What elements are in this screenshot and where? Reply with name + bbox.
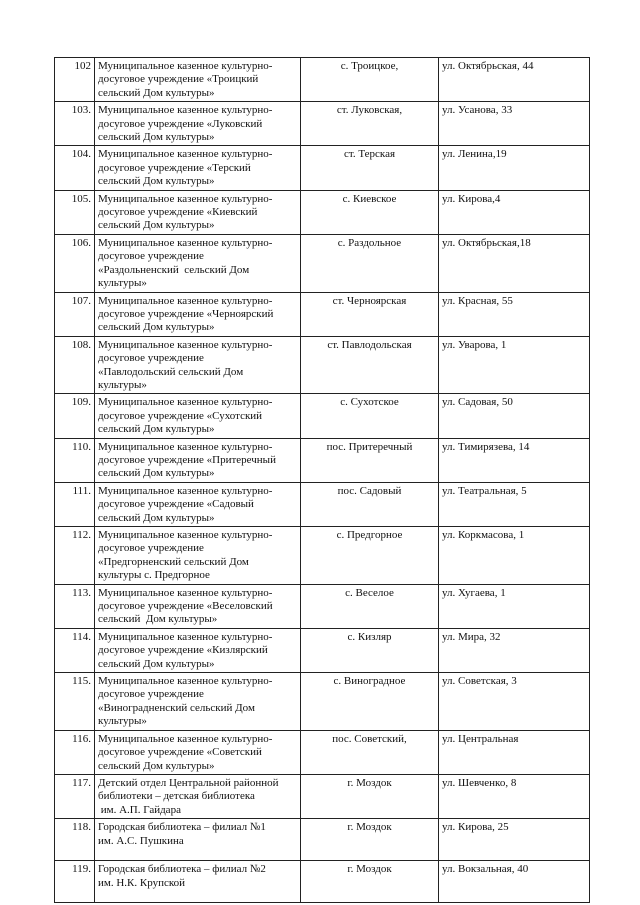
table-row xyxy=(55,819,590,861)
row-number: 116. xyxy=(55,730,95,774)
row-number: 112. xyxy=(55,527,95,585)
institution-name-line: Муниципальное казенное культурно- xyxy=(98,60,273,72)
street-address: ул. Советская, 3 xyxy=(439,673,590,731)
institution-name-line: Муниципальное казенное культурно- xyxy=(98,529,273,541)
institution-name-line: библиотеки – детская библиотека xyxy=(98,790,255,803)
institution-name-line: сельский Дом культуры» xyxy=(98,423,215,436)
institution-name-line: культуры» xyxy=(98,378,147,391)
institution-name-line: досуговое учреждение xyxy=(98,542,204,555)
institution-name-line: сельский Дом культуры» xyxy=(98,321,215,334)
institution-name xyxy=(95,628,301,672)
institution-name-line: досуговое учреждение «Сухотский xyxy=(98,409,263,422)
institution-name-line: Муниципальное казенное культурно- xyxy=(98,396,273,409)
institution-name xyxy=(95,730,301,774)
street-address: ул. Хугаева, 1 xyxy=(439,584,590,628)
street-address: ул. Центральная xyxy=(439,730,590,774)
institution-name-line: Муниципальное казенное культурно- xyxy=(98,440,273,453)
institution-name-line: досуговое учреждение xyxy=(98,688,204,701)
institution-name-line: культуры с. Предгорное xyxy=(98,569,210,582)
institution-name-line: культуры» xyxy=(98,715,147,728)
institution-name-line: досуговое учреждение xyxy=(98,250,204,263)
institution-name xyxy=(95,774,301,818)
institution-name-line: досуговое учреждение «Притеречный xyxy=(98,453,276,466)
settlement: с. Веселое xyxy=(301,584,439,628)
institution-name-line: Муниципальное казенное культурно- xyxy=(98,236,273,249)
street-address: ул. Усанова, 33 xyxy=(439,102,590,146)
row-number: 119. xyxy=(55,861,95,903)
institution-name xyxy=(95,102,301,146)
institution-name-line: Муниципальное казенное культурно- xyxy=(98,586,273,599)
row-number: 103. xyxy=(55,102,95,146)
institution-name-line: досуговое учреждение «Веселовский xyxy=(98,600,273,613)
table-row xyxy=(55,861,590,903)
table-row xyxy=(55,336,590,394)
institution-name-line: им. А.П. Гайдара xyxy=(98,803,181,816)
table-row xyxy=(55,146,590,190)
institution-name-line: досуговое учреждение «Кизлярский xyxy=(98,644,268,657)
institutions-table xyxy=(54,57,590,903)
street-address: ул. Октябрьская,18 xyxy=(439,234,590,292)
settlement: с. Киевское xyxy=(301,190,439,234)
settlement: ст. Терская xyxy=(301,146,439,190)
institution-name-line: сельский Дом культуры» xyxy=(98,219,215,232)
settlement: с. Предгорное xyxy=(301,527,439,585)
institution-name xyxy=(95,482,301,526)
institution-name-line: сельский Дом культуры» xyxy=(98,86,215,99)
settlement: ст. Павлодольская xyxy=(301,336,439,394)
institution-name xyxy=(95,394,301,438)
institution-name-line: Городская библиотека – филиал №2 xyxy=(98,863,266,876)
institution-name xyxy=(95,673,301,731)
institution-name-line: Муниципальное казенное культурно- xyxy=(98,675,273,688)
street-address: ул. Кирова,4 xyxy=(439,190,590,234)
settlement: ст. Черноярская xyxy=(301,292,439,336)
row-number: 108. xyxy=(55,336,95,394)
table-row xyxy=(55,58,590,102)
row-number: 117. xyxy=(55,774,95,818)
row-number: 107. xyxy=(55,292,95,336)
institution-name-line: Муниципальное казенное культурно- xyxy=(98,192,273,205)
settlement: пос. Садовый xyxy=(301,482,439,526)
institution-name-line: сельский Дом культуры» xyxy=(98,759,215,772)
institution-name-line: Муниципальное казенное культурно- xyxy=(98,630,273,643)
table-row xyxy=(55,774,590,818)
row-number: 113. xyxy=(55,584,95,628)
street-address: ул. Шевченко, 8 xyxy=(439,774,590,818)
institution-name-line: Муниципальное казенное культурно- xyxy=(98,148,273,161)
settlement: г. Моздок xyxy=(301,819,439,861)
institution-name-line: Городская библиотека – филиал №1 xyxy=(98,821,266,834)
settlement: с. Раздольное xyxy=(301,234,439,292)
settlement: с. Кизляр xyxy=(301,628,439,672)
institution-name-line: досуговое учреждение «Советский xyxy=(98,746,262,759)
institution-name xyxy=(95,146,301,190)
table-row xyxy=(55,292,590,336)
institution-name-line: культуры» xyxy=(98,277,147,290)
row-number: 109. xyxy=(55,394,95,438)
row-number: 102 xyxy=(55,58,95,102)
table-row xyxy=(55,730,590,774)
settlement: пос. Притеречный xyxy=(301,438,439,482)
table-row xyxy=(55,527,590,585)
institution-name-line: Муниципальное казенное культурно- xyxy=(98,294,273,307)
institution-name-line: им. А.С. Пушкина xyxy=(98,834,184,847)
table-row xyxy=(55,673,590,731)
street-address: ул. Октябрьская, 44 xyxy=(439,58,590,102)
institution-name-line: сельский Дом культуры» xyxy=(98,131,215,144)
institution-name xyxy=(95,584,301,628)
institution-name-line: досуговое учреждение «Садовый xyxy=(98,498,254,511)
institution-name xyxy=(95,234,301,292)
settlement: пос. Советский, xyxy=(301,730,439,774)
institution-name xyxy=(95,190,301,234)
institution-name-line: досуговое учреждение «Троицкий xyxy=(98,73,259,86)
row-number: 104. xyxy=(55,146,95,190)
street-address: ул. Театральная, 5 xyxy=(439,482,590,526)
institution-name-line: сельский Дом культуры» xyxy=(98,467,215,480)
institution-name-line: Муниципальное казенное культурно- xyxy=(98,484,273,497)
institution-name-line: досуговое учреждение «Терский xyxy=(98,161,251,174)
institution-name-line: досуговое учреждение «Киевский xyxy=(98,206,258,219)
institution-name xyxy=(95,861,301,903)
settlement: г. Моздок xyxy=(301,861,439,903)
street-address: ул. Ленина,19 xyxy=(439,146,590,190)
institution-name-line: досуговое учреждение xyxy=(98,352,204,365)
institution-name-line: досуговое учреждение «Черноярский xyxy=(98,307,274,320)
street-address: ул. Тимирязева, 14 xyxy=(439,438,590,482)
institution-name-line: сельский Дом культуры» xyxy=(98,613,218,626)
table-row xyxy=(55,438,590,482)
street-address: ул. Вокзальная, 40 xyxy=(439,861,590,903)
row-number: 110. xyxy=(55,438,95,482)
table-row xyxy=(55,584,590,628)
institution-name xyxy=(95,527,301,585)
settlement: ст. Луковская, xyxy=(301,102,439,146)
table-row xyxy=(55,394,590,438)
institution-name-line: Муниципальное казенное культурно- xyxy=(98,732,273,745)
row-number: 111. xyxy=(55,482,95,526)
street-address: ул. Садовая, 50 xyxy=(439,394,590,438)
street-address: ул. Уварова, 1 xyxy=(439,336,590,394)
settlement: г. Моздок xyxy=(301,774,439,818)
row-number: 118. xyxy=(55,819,95,861)
institution-name-line: Детский отдел Центральной районной xyxy=(98,776,279,789)
institution-name-line: «Раздольненский сельский Дом xyxy=(98,263,250,276)
institution-name-line: Муниципальное казенное культурно- xyxy=(98,338,273,351)
table-row xyxy=(55,102,590,146)
row-number: 114. xyxy=(55,628,95,672)
institution-name xyxy=(95,292,301,336)
institution-name xyxy=(95,58,301,102)
settlement: с. Сухотское xyxy=(301,394,439,438)
institution-name-line: «Предгорненский сельский Дом xyxy=(98,555,249,568)
table-row xyxy=(55,190,590,234)
institution-name-line: сельский Дом культуры» xyxy=(98,657,215,670)
institution-name xyxy=(95,336,301,394)
table-row xyxy=(55,234,590,292)
street-address: ул. Кирова, 25 xyxy=(439,819,590,861)
table-row xyxy=(55,482,590,526)
institution-name-line: сельский Дом культуры» xyxy=(98,511,215,524)
institution-name xyxy=(95,438,301,482)
settlement: с. Виноградное xyxy=(301,673,439,731)
institution-name-line: досуговое учреждение «Луковский xyxy=(98,117,263,130)
institution-name-line: им. Н.К. Крупской xyxy=(98,876,186,889)
institution-name-line: «Виноградненский сельский Дом xyxy=(98,701,255,714)
institution-name-line: Муниципальное казенное культурно- xyxy=(98,104,273,117)
institution-name xyxy=(95,819,301,861)
street-address: ул. Красная, 55 xyxy=(439,292,590,336)
institution-name-line: сельский Дом культуры» xyxy=(98,175,215,188)
row-number: 105. xyxy=(55,190,95,234)
institution-name-line: «Павлодольский сельский Дом xyxy=(98,365,244,378)
table-row xyxy=(55,628,590,672)
street-address: ул. Мира, 32 xyxy=(439,628,590,672)
settlement: с. Троицкое, xyxy=(301,58,439,102)
row-number: 106. xyxy=(55,234,95,292)
street-address: ул. Коркмасова, 1 xyxy=(439,527,590,585)
row-number: 115. xyxy=(55,673,95,731)
table-body xyxy=(55,58,590,903)
